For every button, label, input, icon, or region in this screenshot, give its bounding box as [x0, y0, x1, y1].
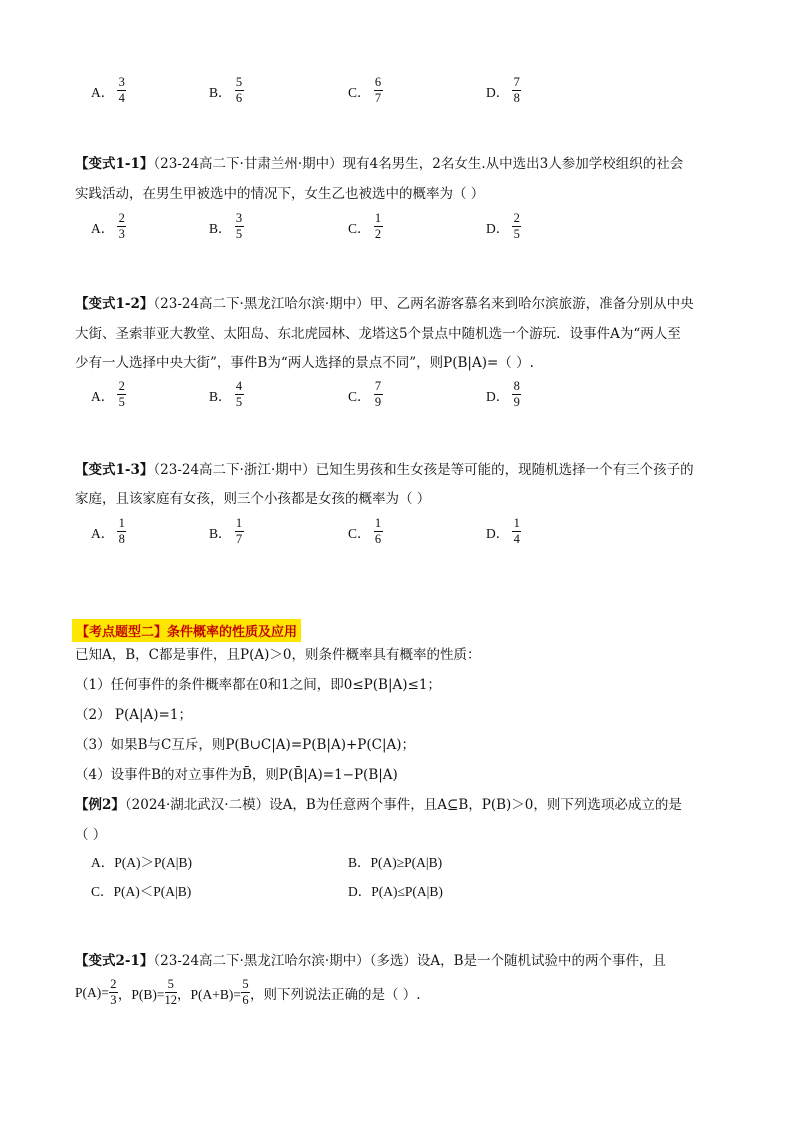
option-letter: B．	[209, 388, 232, 404]
option-d	[486, 212, 521, 241]
pa-label: P(A)=	[75, 984, 109, 1000]
fraction: $\frac{2}{5}$	[118, 379, 125, 410]
option-letter: A．	[91, 220, 115, 236]
property-2: （2） P(A|A)=1；	[75, 707, 192, 723]
question-line	[75, 955, 666, 969]
fraction: $\frac{2}{5}$	[513, 211, 520, 242]
option-letter: B．	[209, 220, 232, 236]
property-4: （4）设事件B的对立事件为B̄，则P(B̄|A)=1−P(B|A)	[75, 767, 398, 783]
question-tail: ，则下列说法正确的是（ ）.	[249, 986, 421, 1003]
option-c	[348, 380, 383, 409]
fraction: $\frac{2}{3}$	[110, 977, 117, 1008]
fraction: $\frac{6}{7}$	[374, 75, 382, 106]
question-line: 实践活动，在男生甲被选中的情况下，女生乙也被选中的概率为（ ）	[75, 186, 485, 202]
question-line	[75, 464, 694, 478]
question-text: （2024·湖北武汉·二模）设A，B为任意两个事件，且A⊆B，P(B)＞0，则下列选项必成立的是	[124, 797, 682, 813]
option-letter: A．	[91, 388, 115, 404]
option-d	[348, 885, 443, 899]
option-expr: P(A)≥P(A|B)	[370, 855, 443, 870]
question-text: （23-24高二下·甘肃兰州·期中）现有4名男生，2名女生.从中选出3人参加学校组织的社会	[153, 156, 684, 172]
question-tag: 【变式1-1】	[75, 156, 154, 172]
option-d	[486, 517, 521, 546]
option-c	[91, 885, 191, 899]
fraction: $\frac{3}{4}$	[118, 75, 125, 106]
question-text: （23-24高二下·黑龙江哈尔滨·期中）（多选）设A，B是一个随机试验中的两个事件，且	[153, 953, 667, 969]
property-3: （3）如果B与C互斥，则P(B∪C|A)=P(B|A)+P(C|A)；	[75, 737, 416, 753]
question-line: 家庭，且该家庭有女孩，则三个小孩都是女孩的概率为（ ）	[75, 491, 431, 507]
question-line	[75, 799, 682, 813]
question-tag: 【变式1-3】	[75, 462, 154, 478]
option-b	[348, 856, 442, 870]
pab-label: ，P(A+B)=	[177, 986, 241, 1002]
question-tag: 【例2】	[75, 797, 125, 813]
fraction: $\frac{7}{9}$	[374, 379, 382, 410]
option-a	[91, 380, 126, 409]
question-text: （23-24高二下·黑龙江哈尔滨·期中）甲、乙两名游客慕名来到哈尔滨旅游，准备分别从中央	[153, 296, 694, 312]
option-letter: C．	[348, 525, 371, 541]
option-letter: D．	[486, 388, 510, 404]
option-b	[209, 380, 244, 409]
fraction: $\frac{5}{6}$	[242, 977, 249, 1008]
fraction: $\frac{3}{5}$	[235, 211, 243, 242]
option-c	[348, 76, 383, 105]
fraction: $\frac{1}{2}$	[374, 211, 382, 242]
option-letter: C．	[348, 220, 371, 236]
option-letter: B．	[348, 855, 371, 870]
option-a	[91, 856, 192, 870]
section-intro: 已知A，B，C都是事件，且P(A)＞0，则条件概率具有概率的性质：	[75, 647, 481, 663]
fraction: $\frac{7}{8}$	[513, 75, 520, 106]
option-letter: A．	[91, 855, 115, 870]
question-line	[75, 298, 694, 312]
fraction: $\frac{1}{6}$	[374, 516, 382, 547]
option-letter: B．	[209, 84, 232, 100]
question-tag: 【变式2-1】	[75, 953, 154, 969]
option-letter: B．	[209, 525, 232, 541]
option-expr: P(A)≤P(A|B)	[371, 884, 443, 899]
pb-label: ，P(B)=	[117, 986, 165, 1002]
option-a	[91, 76, 126, 105]
fraction: $\frac{5}{12}$	[164, 977, 177, 1008]
fraction: $\frac{1}{7}$	[235, 516, 243, 547]
option-a	[91, 517, 126, 546]
question-tag: 【变式1-2】	[75, 296, 154, 312]
probability-line	[75, 978, 421, 1007]
question-line: （ ）	[75, 827, 107, 843]
option-expr: P(A)＞P(A|B)	[114, 855, 192, 870]
fraction: $\frac{4}{5}$	[235, 379, 243, 410]
question-line	[75, 158, 683, 172]
option-letter: C．	[348, 388, 371, 404]
property-1: （1）任何事件的条件概率都在0和1之间，即0≤P(B|A)≤1；	[75, 677, 441, 693]
option-a	[91, 212, 126, 241]
option-d	[486, 380, 521, 409]
option-letter: D．	[486, 84, 510, 100]
fraction: $\frac{1}{8}$	[118, 516, 125, 547]
option-c	[348, 212, 383, 241]
option-expr: P(A)＜P(A|B)	[113, 884, 192, 899]
option-c	[348, 517, 383, 546]
option-letter: D．	[486, 220, 510, 236]
option-letter: C．	[348, 84, 371, 100]
option-b	[209, 212, 244, 241]
option-b	[209, 76, 244, 105]
fraction: $\frac{2}{3}$	[118, 211, 125, 242]
option-letter: D．	[348, 884, 372, 899]
question-text: （23-24高二下·浙江·期中）已知生男孩和生女孩是等可能的，现随机选择一个有三个孩子的	[153, 462, 694, 478]
fraction: $\frac{5}{6}$	[235, 75, 243, 106]
fraction: $\frac{1}{4}$	[513, 516, 520, 547]
option-letter: C．	[91, 884, 114, 899]
option-letter: A．	[91, 84, 115, 100]
section-heading: 【考点题型二】条件概率的性质及应用	[72, 619, 301, 642]
option-b	[209, 517, 244, 546]
option-letter: D．	[486, 525, 510, 541]
question-line: 少有一人选择中央大街”，事件B为“两人选择的景点不同”，则P(B|A)=（ ）.	[75, 355, 534, 371]
option-d	[486, 76, 521, 105]
option-letter: A．	[91, 525, 115, 541]
question-line: 大街、圣索菲亚大教堂、太阳岛、东北虎园林、龙塔这5个景点中随机选一个游玩．设事件A为“两人至	[75, 326, 681, 342]
fraction: $\frac{8}{9}$	[513, 379, 520, 410]
